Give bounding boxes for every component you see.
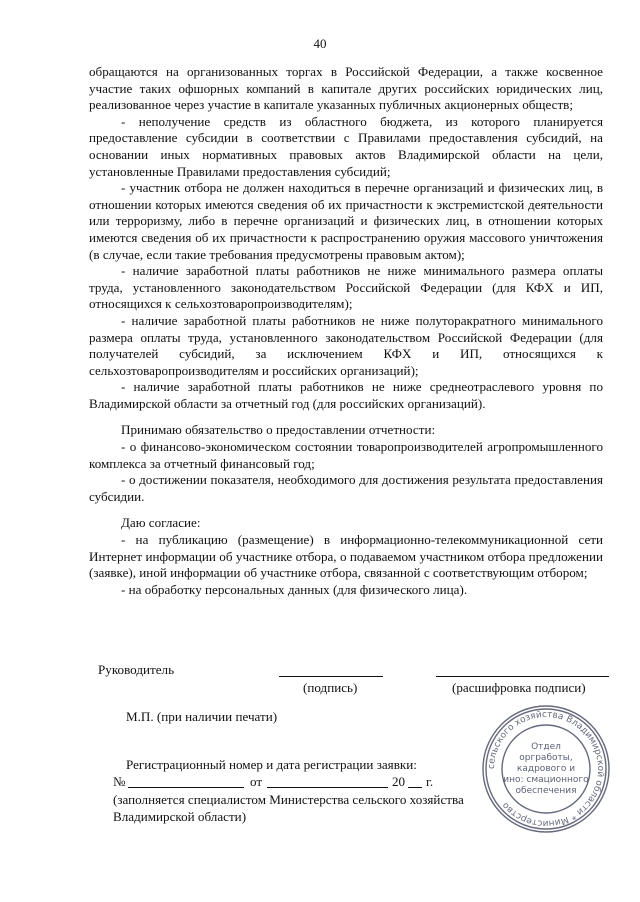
official-stamp xyxy=(480,703,612,835)
registration-number-sign: № xyxy=(113,774,126,789)
paragraph-consent-heading: Даю согласие: xyxy=(121,515,201,531)
paragraph-financial-report: - о финансово-экономическом состоянии товаропроизводителей агропромышленного комплекса за отчетный финансовый год; xyxy=(89,439,603,471)
signature-line xyxy=(279,676,383,677)
signature-decode-line xyxy=(436,676,609,677)
registration-year-prefix: 20 xyxy=(392,774,406,789)
paragraph-not-in-extremist-list: - участник отбора не должен находиться в перечне организаций и физических лиц, в отношении которых имеются сведения об их причастности к экстремистской деятельности или терроризму, либо в перечне организаций и физических лиц, в отношении которых имеются сведения об их причастности к распространению оружия массового уничтожения (в случае, если такие требования предусмотрены правовым актом); xyxy=(89,180,603,262)
signature-decode-caption: (расшифровка подписи) xyxy=(452,680,586,695)
registration-number-line xyxy=(128,787,244,788)
registration-year-suffix: г. xyxy=(426,774,434,789)
stamp-line-2: оргработы, xyxy=(519,753,573,763)
registration-title: Регистрационный номер и дата регистрации заявки: xyxy=(126,757,417,772)
stamp-line-5: обеспечения xyxy=(515,786,577,796)
signature-caption: (подпись) xyxy=(303,680,358,695)
stamp-line-3: кадрового и xyxy=(516,764,576,774)
registration-note-line2: Владимирской области) xyxy=(113,809,247,824)
stamp-line-4: ино: смационного xyxy=(503,775,589,785)
paragraph-min-wage-kfh: - наличие заработной платы работников не ниже минимального размера оплаты труда, установленного законодательством Российской Федерации (для КФХ и ИП, относящихся к сельхозтоваропроизводителям); xyxy=(89,263,603,312)
paragraph-result-report: - о достижении показателя, необходимого для достижения результата предоставления субсидии. xyxy=(89,472,603,504)
registration-from-word: от xyxy=(250,774,263,789)
paragraph-no-budget-funds: - неполучение средств из областного бюджета, из которого планируется предоставление субсидии в соответствии с Правилами предоставления субсидий, на основании иных нормативных правовых актов Владимирской области на цели, установленные Правилами предоставления субсидий; xyxy=(89,113,603,179)
paragraph-average-industry-wage: - наличие заработной платы работников не ниже среднеотраслевого уровня по Владимирской области за отчетный год (для российских организаций). xyxy=(89,379,603,411)
registration-year-line xyxy=(408,787,422,788)
page-number: 40 xyxy=(313,36,327,51)
seal-note: М.П. (при наличии печати) xyxy=(126,709,278,724)
paragraph-offshore-continuation: обращаются на организованных торгах в Российской Федерации, а также косвенное участие таких офшорных компаний в капитале других российских юридических лиц, реализованное через участие в капитале указанных публичных акционерных обществ; xyxy=(89,64,603,113)
paragraph-consent-publication: - на публикацию (размещение) в информационно-телекоммуникационной сети Интернет информации об участнике отбора, о подаваемом участником отбора предложении (заявке), иной информации об участнике отбора, связанной с соответствующим отбором; xyxy=(89,532,603,581)
paragraph-one-and-half-min-wage: - наличие заработной платы работников не ниже полуторакратного минимального размера оплаты труда, установленного законодательством Российской Федерации (для получателей субсидий, за исключением КФХ и ИП, относящихся к сельхозтоваропроизводителям и российских организаций); xyxy=(89,312,603,378)
stamp-ring-text: сельского хозяйства Владимирской области * Министерство xyxy=(486,709,606,829)
document-body xyxy=(89,64,603,598)
paragraph-reporting-obligation: Принимаю обязательство о предоставлении отчетности: xyxy=(121,422,436,438)
stamp-line-1: Отдел xyxy=(531,742,561,752)
registration-note-line1: (заполняется специалистом Министерства сельского хозяйства xyxy=(113,792,464,807)
paragraph-consent-personal-data: - на обработку персональных данных (для физического лица). xyxy=(121,581,468,597)
head-label: Руководитель xyxy=(98,662,175,677)
registration-date-line xyxy=(267,787,388,788)
